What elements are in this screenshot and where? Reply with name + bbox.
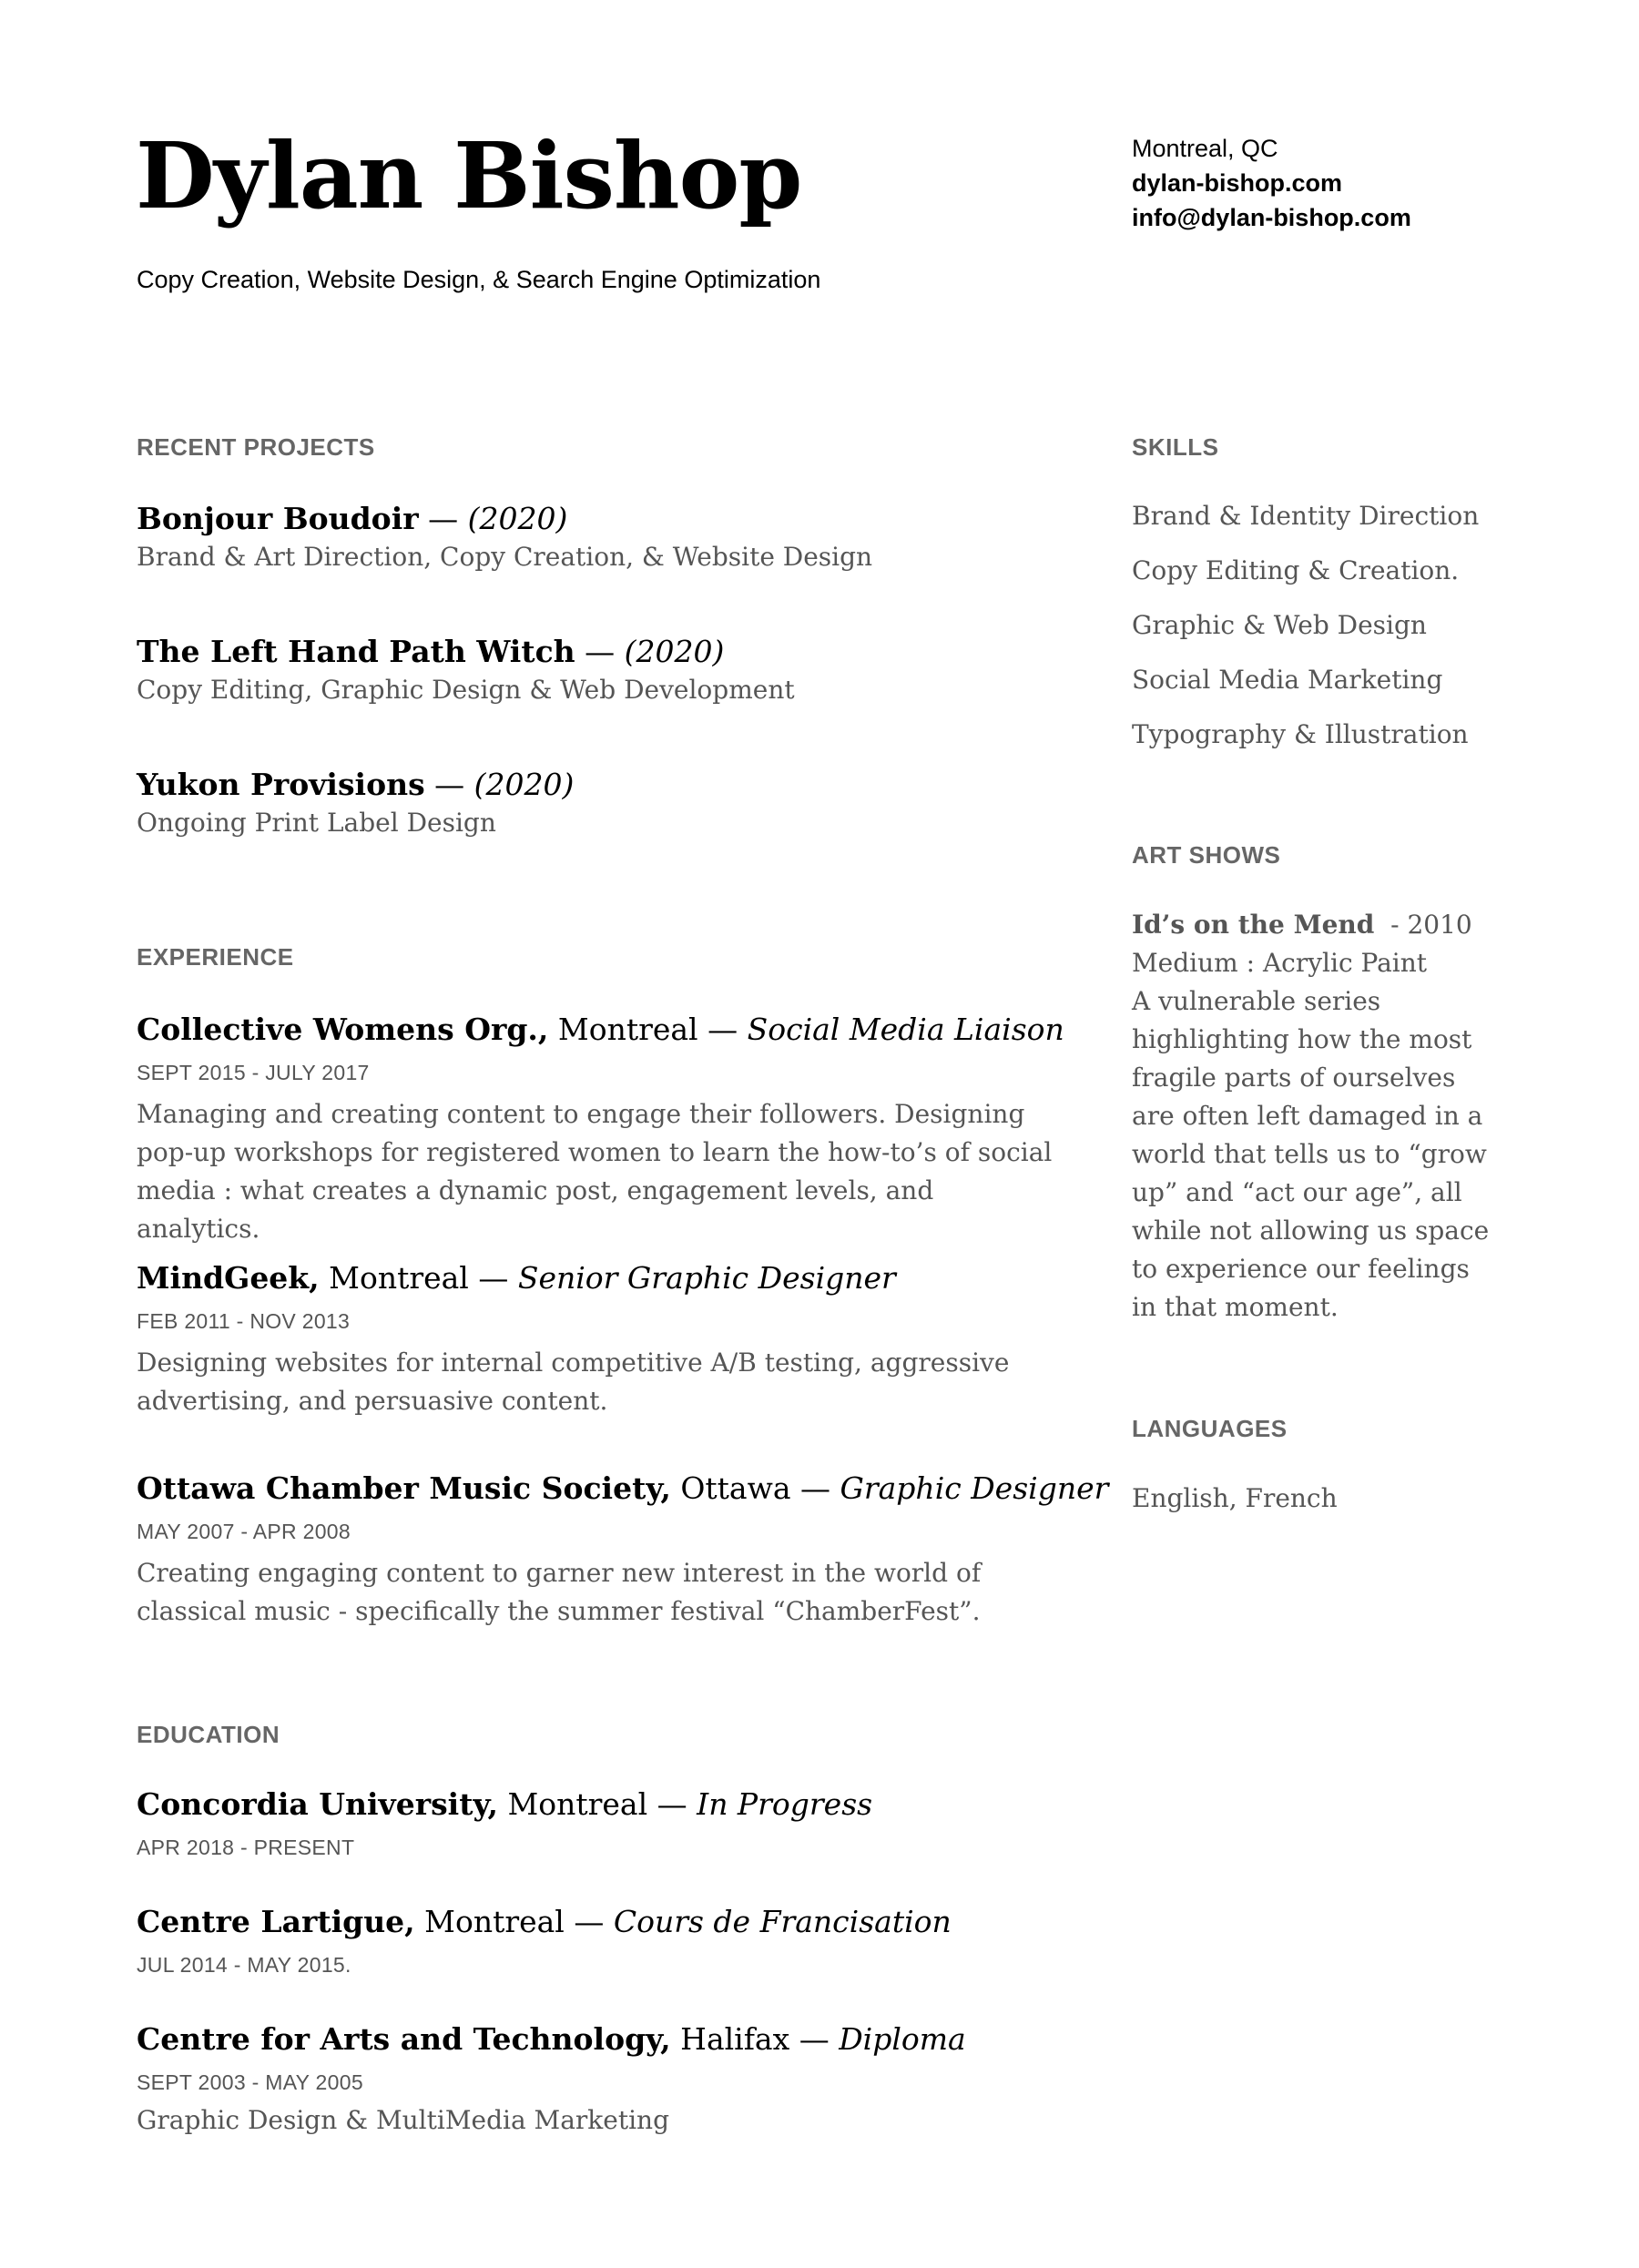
section-heading-projects: RECENT PROJECTS [137,433,375,461]
city: Montreal — [319,1260,518,1296]
project-name: Yukon Provisions [137,767,425,802]
art-show-entry [1132,906,1514,1327]
experience-item [137,1258,1056,1420]
date-range: APR 2018 - PRESENT [137,1836,355,1859]
date-range: SEPT 2003 - MAY 2005 [137,2070,363,2094]
date-range: MAY 2007 - APR 2008 [137,1520,351,1543]
skill-item: Social Media Marketing [1132,665,1443,695]
art-show-desc-line: are often left damaged in a [1132,1101,1483,1131]
project-desc: Copy Editing, Graphic Design & Web Development [137,675,795,705]
skill-item: Copy Editing & Creation. [1132,555,1460,585]
school: Centre for Arts and Technology, [137,2021,671,2057]
art-show-desc-line: in that moment. [1132,1292,1339,1322]
city: Montreal — [548,1012,748,1047]
art-show-year: - 2010 [1374,910,1472,940]
job-desc: Creating engaging content to garner new interest in the world of classical music - specifically the summer festival “ChamberFest”. [137,1558,982,1626]
city: Halifax — [670,2021,840,2057]
project-name: The Left Hand Path Witch [137,634,575,669]
project-item [137,499,1056,575]
employer: MindGeek, [137,1260,320,1296]
skill-item: Graphic & Web Design [1132,610,1427,640]
employer: Collective Womens Org., [137,1012,549,1047]
program: In Progress [697,1786,873,1822]
separator: — [424,767,474,802]
section-heading-experience: EXPERIENCE [137,943,294,971]
job-title: Graphic Designer [840,1470,1109,1506]
experience-item [137,1469,1109,1631]
skills-list [1132,489,1514,762]
email-link[interactable]: info@dylan-bishop.com [1132,204,1411,231]
art-show-title: Id’s on the Mend [1132,910,1375,940]
art-show-desc-line: A vulnerable series [1132,986,1381,1016]
job-desc: Designing websites for internal competitive A/B testing, aggressive advertising, and persuasive content. [137,1348,1010,1416]
separator: — [418,501,468,536]
skill-item: Brand & Identity Direction [1132,501,1480,531]
art-show-desc-line: highlighting how the most [1132,1024,1472,1054]
job-desc: Managing and creating content to engage their followers. Designing pop-up workshops for registered women to learn the how-to’s of social media : what creates a dynamic post, engagement levels, and analytics. [137,1099,1053,1244]
section-heading-languages: LANGUAGES [1132,1415,1288,1442]
project-desc: Ongoing Print Label Design [137,808,496,838]
art-show-desc-line: fragile parts of ourselves [1132,1063,1456,1093]
project-desc: Brand & Art Direction, Copy Creation, & Website Design [137,542,873,572]
project-year: (2020) [467,501,568,536]
education-item [137,1902,1056,1980]
date-range: FEB 2011 - NOV 2013 [137,1309,351,1333]
program: Cours de Francisation [613,1904,952,1939]
section-heading-art-shows: ART SHOWS [1132,841,1281,869]
section-heading-skills: SKILLS [1132,433,1219,461]
program-desc: Graphic Design & MultiMedia Marketing [137,2105,669,2135]
languages-value: English, French [1132,1483,1338,1513]
experience-item [137,1010,1064,1248]
project-item [137,632,1056,708]
job-title: Social Media Liaison [747,1012,1064,1047]
art-show-desc-line: while not allowing us space [1132,1215,1490,1246]
date-range: SEPT 2015 - JULY 2017 [137,1061,370,1084]
date-range: JUL 2014 - MAY 2015. [137,1953,351,1977]
education-item [137,1785,1056,1863]
skill-item: Typography & Illustration [1132,719,1469,749]
separator: — [575,634,625,669]
art-show-desc-line: world that tells us to “grow [1132,1139,1487,1169]
city: Montreal — [497,1786,697,1822]
contact-block [1132,131,1411,235]
project-year: (2020) [473,767,575,802]
project-year: (2020) [624,634,725,669]
program: Diploma [839,2021,966,2057]
project-name: Bonjour Boudoir [137,501,419,536]
location: Montreal, QC [1132,135,1278,162]
art-show-desc-line: up” and “act our age”, all [1132,1177,1462,1207]
education-item [137,2019,1056,2140]
school: Concordia University, [137,1786,498,1822]
website-link[interactable]: dylan-bishop.com [1132,169,1343,197]
art-show-medium: Medium : Acrylic Paint [1132,948,1428,978]
section-heading-education: EDUCATION [137,1721,280,1748]
project-item [137,765,1056,841]
tagline: Copy Creation, Website Design, & Search Engine Optimization [137,266,821,293]
school: Centre Lartigue, [137,1904,415,1939]
job-title: Senior Graphic Designer [517,1260,896,1296]
city: Ottawa — [670,1470,840,1506]
art-show-desc-line: to experience our feelings [1132,1254,1470,1284]
employer: Ottawa Chamber Music Society, [137,1470,671,1506]
city: Montreal — [414,1904,614,1939]
resume-name: Dylan Bishop [136,122,802,229]
